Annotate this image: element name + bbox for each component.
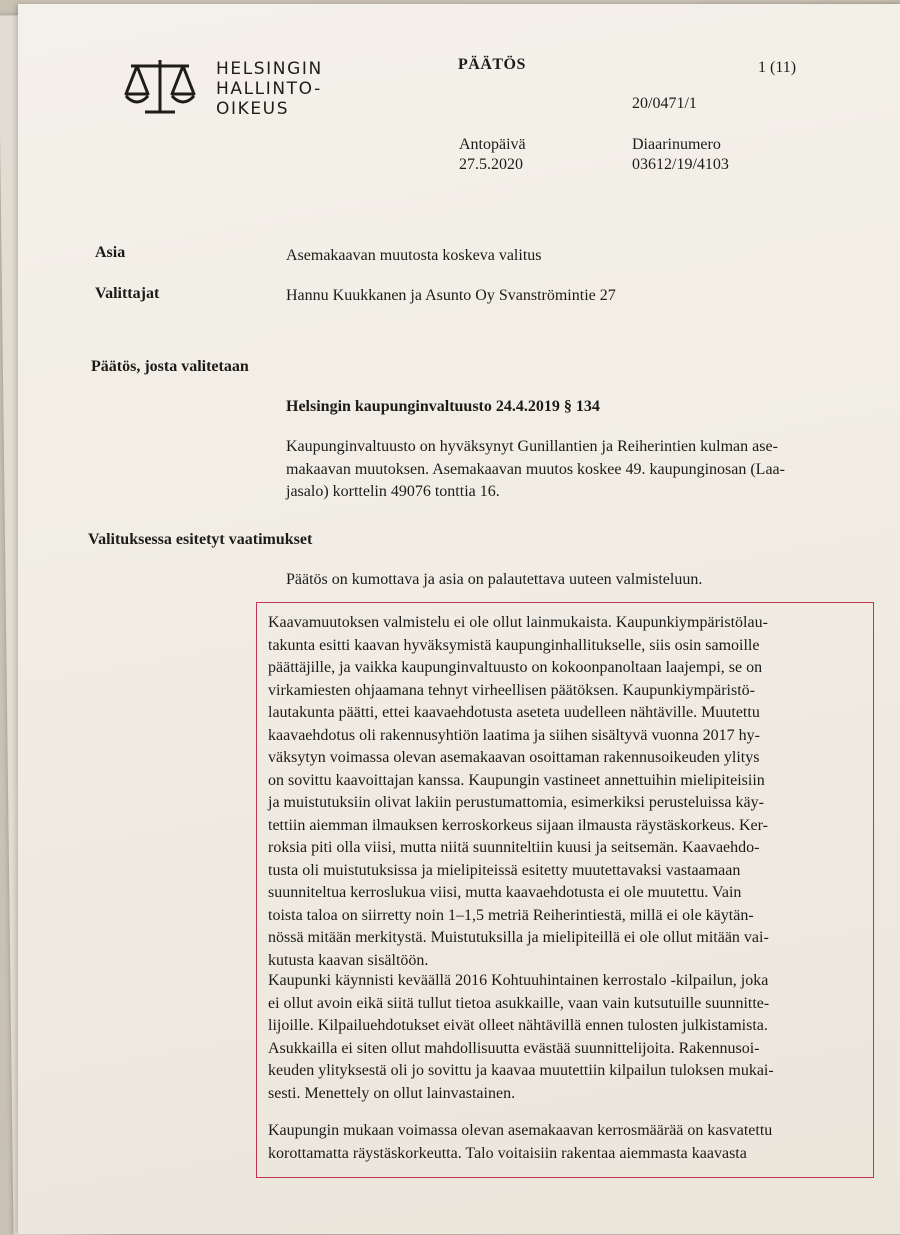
text-line: väksytyn voimassa olevan asemakaavan osoittaman rakennusoikeuden ylitys: [268, 749, 760, 766]
text-line: lijoille. Kilpailuehdotukset eivät olleet nähtävillä ennen tulosten julkistamista.: [268, 1017, 768, 1034]
diary-number-label: Diaarinumero: [632, 136, 721, 153]
issue-date: 27.5.2020: [459, 156, 523, 173]
text-line: Asukkailla ei siten ollut mahdollisuutta evästää suunnittelijoita. Rakennusoi-: [268, 1039, 760, 1057]
text-line: tusta oli muistutuksissa ja mielipiteissä esitetty muutettavaksi vastaamaan: [268, 861, 741, 879]
text-line: on sovittu kaavoittajan kanssa. Kaupungin vastineet annettuihin mielipiteisiin: [268, 771, 765, 789]
page-number: 1 (11): [758, 59, 797, 76]
scales-of-justice-icon: [123, 56, 198, 118]
text-line: makaavan muutoksen. Asemakaavan muutos koskee 49. kaupunginosan (Laa-: [286, 460, 785, 478]
text-line: roksia piti olla viisi, mutta niitä suunniteltiin kuusi ja seitsemän. Kaavaehdo-: [268, 839, 760, 856]
text-line: Kaupungin mukaan voimassa olevan asemakaavan kerrosmäärää on kasvatettu: [268, 1122, 773, 1139]
text-line: kutusta kaavan sisältöön.: [268, 951, 429, 969]
text-line: kaavaehdotus oli rakennusyhtiön laatima ja siihen sisältyvä vuonna 2017 hy-: [268, 726, 760, 744]
text-line: korottamatta räystäskorkeutta. Talo voitaisiin rakentaa aiemmasta kaavasta: [268, 1144, 747, 1162]
text-line: takunta esitti kaavan hyväksymistä kaupunginhallitukselle, siis osin samoille: [268, 636, 760, 654]
text-line: Kaupunginvaltuusto on hyväksynyt Gunillantien ja Reiherintien kulman ase-: [286, 438, 778, 455]
text-line: lautakunta päätti, ettei kaavaehdotusta aseteta uudelleen nähtäville. Muutettu: [268, 704, 760, 721]
text-line: tettiin aiemman ilmauksen kerroskorkeus sijaan ilmausta räystäskorkeus. Ker-: [268, 816, 768, 834]
appealed-decision-text: [286, 436, 785, 504]
text-line: toista taloa on siirretty noin 1–1,5 metriä Reiherintiestä, millä ei ole käytän-: [268, 906, 754, 924]
asia-label: Asia: [95, 244, 126, 261]
text-line: virkamiesten ohjaamana tehnyt virheellisen päätöksen. Kaupunkiympäristö-: [268, 681, 755, 699]
decision-number: 20/0471/1: [632, 95, 697, 112]
claims-paragraph-1: [268, 612, 769, 972]
text-line: keuden ylityksestä oli jo sovittu ja kaavaa muutettiin kilpailun tuloksen mukai-: [268, 1062, 774, 1079]
text-line: päättäjille, ja vaikka kaupunginvaltuusto on kokoonpanoltaan laajempi, se on: [268, 659, 763, 676]
text-line: Kaavamuutoksen valmistelu ei ole ollut lainmukaista. Kaupunkiympäristölau-: [268, 614, 768, 631]
text-line: Kaupunki käynnisti keväällä 2016 Kohtuuhintainen kerrostalo -kilpailun, joka: [268, 972, 769, 989]
claims-paragraph-3: [268, 1120, 772, 1165]
appealed-decision-label: Päätös, josta valitetaan: [91, 358, 249, 375]
logo-line-2: HALLINTO-: [216, 79, 322, 99]
issue-date-label: Antopäivä: [459, 136, 526, 153]
claims-paragraph-2: [268, 970, 774, 1105]
text-line: nössä mitään merkitystä. Muistutuksilla ja mielipiteillä ei ole ollut mitään vai-: [268, 929, 769, 946]
claims-intro: Päätös on kumottava ja asia on palautettava uuteen valmisteluun.: [286, 571, 703, 588]
document-type: PÄÄTÖS: [458, 56, 526, 73]
text-line: suunniteltua kerroslukua viisi, mutta kaavaehdotusta ei ole muutettu. Vain: [268, 884, 742, 901]
text-line: ja muistutuksiin olivat lakiin perustumattomia, esimerkiksi perusteluissa käy-: [268, 794, 764, 811]
text-line: ei ollut avoin eikä siitä tullut tietoa asukkaille, vaan vain kutsutuille suunnitte-: [268, 994, 770, 1012]
text-line: sesti. Menettely on ollut lainvastainen.: [268, 1084, 516, 1102]
document-page: [18, 4, 900, 1234]
court-logo-text: [216, 59, 323, 119]
diary-number: 03612/19/4103: [632, 156, 729, 173]
valittajat-label: Valittajat: [95, 285, 160, 302]
text-line: jasalo) korttelin 49076 tonttia 16.: [286, 483, 500, 500]
appealed-decision-title: Helsingin kaupunginvaltuusto 24.4.2019 § 134: [286, 398, 600, 415]
logo-line-1: HELSINGIN: [216, 59, 323, 79]
valittajat-value: Hannu Kuukkanen ja Asunto Oy Svanströmintie 27: [286, 287, 616, 304]
asia-value: Asemakaavan muutosta koskeva valitus: [286, 247, 542, 264]
logo-line-3: OIKEUS: [216, 99, 290, 119]
claims-heading: Valituksessa esitetyt vaatimukset: [88, 531, 313, 548]
